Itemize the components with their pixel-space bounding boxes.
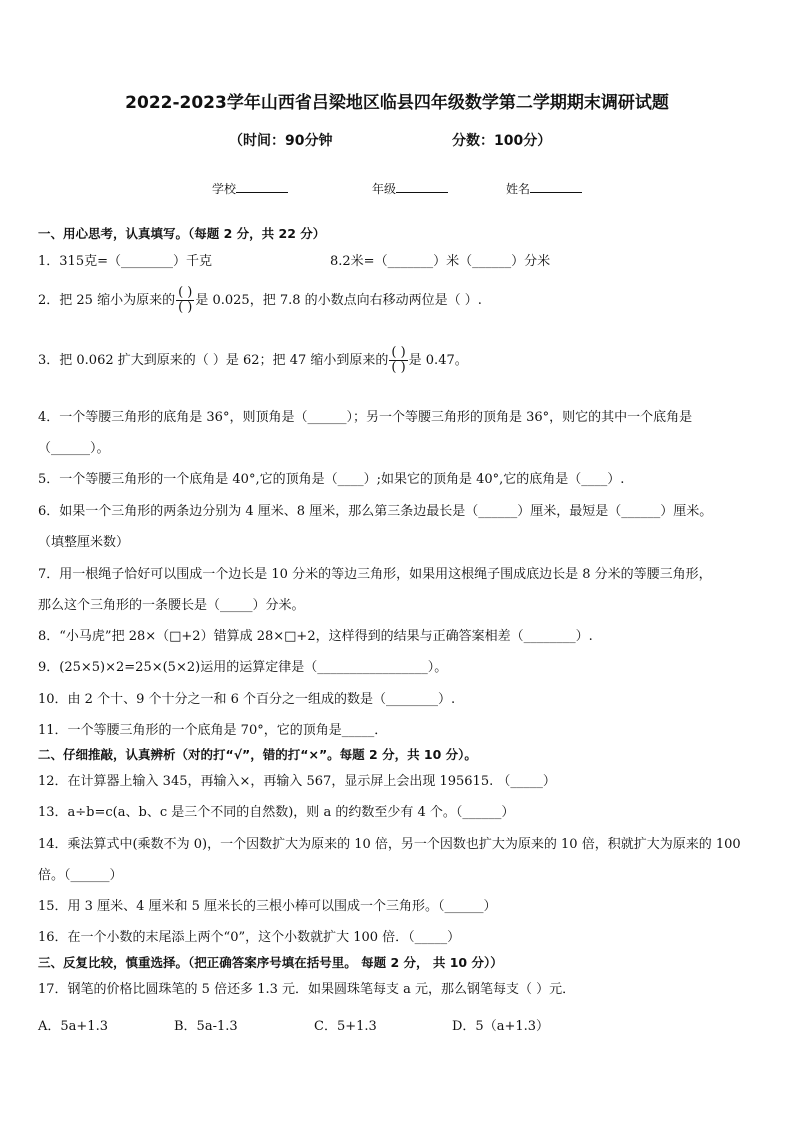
school-blank xyxy=(236,180,288,193)
question-1b: 8.2米=（_______）米（______）分米 xyxy=(330,254,551,269)
fraction-numerator: ( ) xyxy=(178,285,193,300)
grade-blank xyxy=(396,180,448,193)
section-1-heading: 一、用心思考，认真填写。（每题 2 分，共 22 分） xyxy=(38,226,326,241)
question-11: 11．一个等腰三角形的一个底角是 70°，它的顶角是_____． xyxy=(38,723,388,738)
question-9: 9．(25×5)×2=25×(5×2)运用的运算定律是（_________________）。 xyxy=(38,660,448,675)
question-2-text-b: 是 0.025，把 7.8 的小数点向右移动两位是（ ）. xyxy=(195,293,482,308)
question-16: 16．在一个小数的末尾添上两个“0”，这个小数就扩大 100 倍．（_____） xyxy=(38,930,461,945)
question-7b: 那么这个三角形的一条腰长是（_____）分米。 xyxy=(38,598,305,613)
question-2-text-a: 2．把 25 缩小为原来的 xyxy=(38,293,176,308)
school-label: 学校 xyxy=(212,182,237,196)
question-5: 5．一个等腰三角形的一个底角是 40°,它的顶角是（____）;如果它的顶角是 40°,它的底角是（____）. xyxy=(38,472,625,487)
question-15: 15．用 3 厘米、4 厘米和 5 厘米长的三根小棒可以围成一个三角形。（______） xyxy=(38,899,497,914)
question-6a: 6．如果一个三角形的两条边分别为 4 厘米、8 厘米，那么第三条边最长是（______）厘米，最短是（______）厘米。 xyxy=(38,504,713,519)
question-3 xyxy=(38,346,468,375)
question-13: 13．a÷b=c(a、b、c 是三个不同的自然数)，则 a 的约数至少有 4 个。（______） xyxy=(38,805,515,820)
question-2 xyxy=(38,286,482,315)
question-14b: 倍。（______） xyxy=(38,868,123,883)
question-6b: （填整厘米数） xyxy=(38,535,130,550)
fraction-denominator: ( ) xyxy=(178,300,193,315)
fraction-numerator: ( ) xyxy=(391,345,406,360)
question-2-fraction xyxy=(176,286,194,315)
option-d: D．5（a+1.3） xyxy=(452,1019,550,1034)
fraction-denominator: ( ) xyxy=(391,360,406,375)
section-3-heading: 三、反复比较，慎重选择。（把正确答案序号填在括号里。 每题 2 分， 共 10 分）） xyxy=(38,955,503,970)
name-blank xyxy=(530,180,582,193)
question-12: 12．在计算器上输入 345，再输入×，再输入 567，显示屏上会出现 195615. （_____） xyxy=(38,774,556,789)
question-4b: （______）。 xyxy=(38,441,110,456)
exam-time: （时间：90分钟 xyxy=(229,133,333,149)
question-3-fraction xyxy=(389,346,407,375)
page-title: 2022-2023学年山西省吕梁地区临县四年级数学第二学期期末调研试题 xyxy=(125,93,669,113)
question-1a: 1．315克=（________）千克 xyxy=(38,254,212,269)
option-c: C．5+1.3 xyxy=(314,1019,377,1034)
section-2-heading: 二、仔细推敲，认真辨析（对的打“√”，错的打“×”。每题 2 分，共 10 分）。 xyxy=(38,747,477,762)
option-b: B．5a-1.3 xyxy=(174,1019,238,1034)
question-14a: 14．乘法算式中(乘数不为 0)，一个因数扩大为原来的 10 倍，另一个因数也扩大为原来的 10 倍，积就扩大为原来的 100 xyxy=(38,837,741,852)
name-field xyxy=(506,180,582,197)
question-3-text-a: 3．把 0.062 扩大到原来的（ ）是 62；把 47 缩小到原来的 xyxy=(38,353,389,368)
question-4a: 4．一个等腰三角形的底角是 36°，则顶角是（______）；另一个等腰三角形的顶角是 36°，则它的其中一个底角是 xyxy=(38,410,693,425)
question-10: 10．由 2 个十、9 个十分之一和 6 个百分之一组成的数是（________）. xyxy=(38,692,456,707)
question-7a: 7．用一根绳子恰好可以围成一个边长是 10 分米的等边三角形，如果用这根绳子围成底边长是 8 分米的等腰三角形， xyxy=(38,567,712,582)
grade-label: 年级 xyxy=(372,182,397,196)
school-field xyxy=(212,180,288,197)
exam-score: 分数：100分） xyxy=(452,133,552,149)
name-label: 姓名 xyxy=(506,182,531,196)
option-a: A．5a+1.3 xyxy=(38,1019,108,1034)
question-3-text-b: 是 0.47。 xyxy=(408,353,468,368)
question-8: 8．“小马虎”把 28×（□+2）错算成 28×□+2，这样得到的结果与正确答案相差（________）. xyxy=(38,629,593,644)
grade-field xyxy=(372,180,448,197)
question-17: 17．钢笔的价格比圆珠笔的 5 倍还多 1.3 元．如果圆珠笔每支 a 元，那么钢笔每支（ ）元． xyxy=(38,982,576,997)
